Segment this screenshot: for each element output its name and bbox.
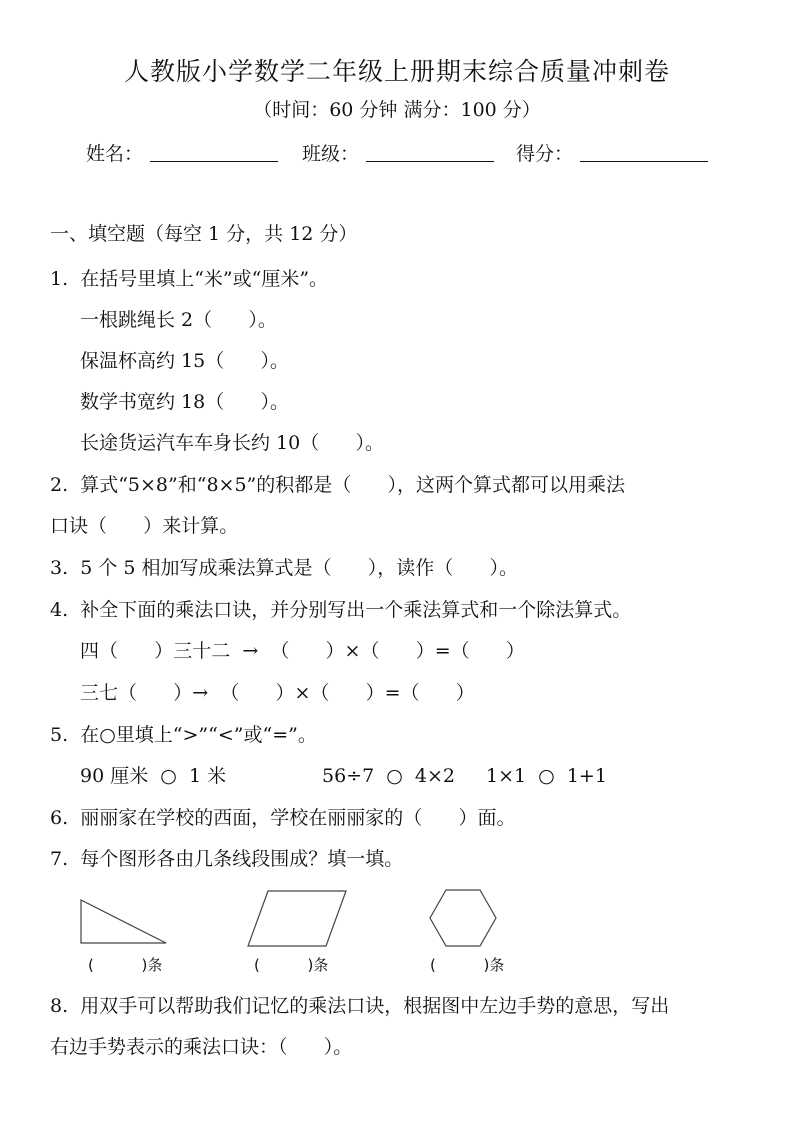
- name-blank[interactable]: [150, 161, 278, 162]
- question-5-item: 1×1 ○ 1+1: [486, 765, 607, 787]
- question-4-row-1: 四（ ）三十二 → （ ）×（ ）=（ ）: [80, 640, 525, 662]
- question-6: 6. 丽丽家在学校的西面，学校在丽丽家的（ ）面。: [50, 807, 516, 829]
- question-5-item: 90 厘米 ○ 1 米: [80, 765, 227, 787]
- class-label: 班级：: [302, 143, 360, 165]
- question-1-item: 保温杯高约 15（ ）。: [80, 350, 289, 372]
- parallelogram-figure: [246, 889, 350, 949]
- question-3: 3. 5 个 5 相加写成乘法算式是（ ），读作（ ）。: [50, 557, 518, 579]
- question-5-item: 56÷7 ○ 4×2: [322, 765, 456, 787]
- question-1-stem: 1. 在括号里填上“米”或“厘米”。: [50, 268, 329, 290]
- question-1-item: 一根跳绳长 2（ ）。: [80, 309, 277, 331]
- question-7-stem: 7. 每个图形各由几条线段围成？填一填。: [50, 848, 404, 870]
- hexagon-figure: [428, 888, 498, 948]
- exam-subtitle: （时间：60 分钟 满分：100 分）: [253, 99, 541, 121]
- question-5-stem: 5. 在○里填上“>”“<”或“=”。: [50, 724, 317, 746]
- question-2-line-1: 2. 算式“5×8”和“8×5”的积都是（ ），这两个算式都可以用乘法: [50, 474, 625, 496]
- question-4-row-2: 三七（ ）→ （ ）×（ ）=（ ）: [80, 682, 475, 704]
- shape-answer-label: ( )条: [88, 956, 163, 974]
- question-8-line-1: 8. 用双手可以帮助我们记忆的乘法口诀，根据图中左边手势的意思，写出: [50, 995, 670, 1017]
- exam-title: 人教版小学数学二年级上册期末综合质量冲刺卷: [123, 57, 670, 86]
- class-blank[interactable]: [366, 161, 494, 162]
- score-label: 得分：: [516, 143, 574, 165]
- shape-answer-label: ( )条: [430, 956, 505, 974]
- question-8-line-2: 右边手势表示的乘法口诀：（ ）。: [50, 1036, 353, 1058]
- question-1-item: 数学书宽约 18（ ）。: [80, 391, 289, 413]
- section-heading: 一、填空题（每空 1 分，共 12 分）: [50, 223, 358, 245]
- shape-answer-label: ( )条: [254, 956, 329, 974]
- triangle-figure: [78, 897, 170, 947]
- question-4-stem: 4. 补全下面的乘法口诀，并分别写出一个乘法算式和一个除法算式。: [50, 599, 632, 621]
- score-blank[interactable]: [580, 161, 708, 162]
- question-2-line-2: 口诀（ ）来计算。: [50, 515, 239, 537]
- question-1-item: 长途货运汽车车身长约 10（ ）。: [80, 432, 384, 454]
- name-label: 姓名：: [86, 143, 144, 165]
